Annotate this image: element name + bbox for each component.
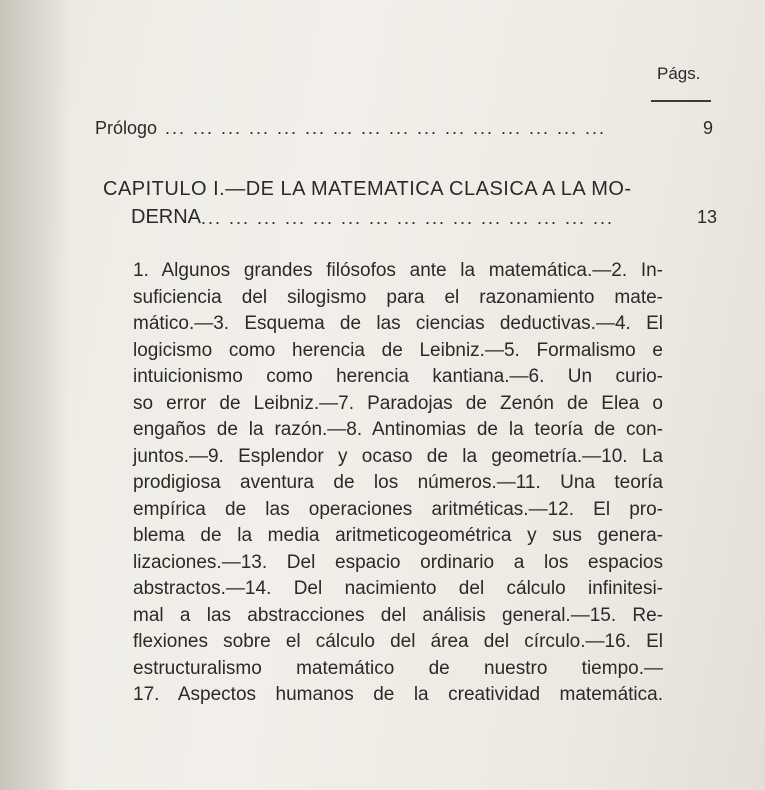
summary-line: estructuralismo matemático de nuestro tiempo.— [133,657,663,679]
summary-line: blema de la media aritmeticogeométrica y sus genera- [133,525,663,546]
summary-line: intuicionismo como herencia kantiana.—6. Un curio- [133,366,663,387]
summary-line: so error de Leibniz.—7. Paradojas de Zenón de Elea o [133,392,663,414]
summary-line: engaños de la razón.—8. Antinomias de la teoría de con- [133,419,663,440]
toc-entry-label: Prólogo [95,118,158,138]
leader-dots: ... ... ... ... ... ... ... ... ... ... ... ... ... ... ... [201,208,615,228]
toc-entry-chapter1 [131,206,721,232]
summary-line: 17. Aspectos humanos de la creatividad matemática. [133,684,663,705]
summary-line: logicismo como herencia de Leibniz.—5. Formalismo e [133,339,663,361]
pages-heading-rule [651,100,711,102]
summary-line: prodigiosa aventura de los números.—11. Una teoría [133,472,663,493]
summary-line: lizaciones.—13. Del espacio ordinario a los espacios [133,551,663,573]
summary-line: suficiencia del silogismo para el razonamiento mate- [133,286,663,308]
chapter-summary [133,258,663,709]
leader-dots: ... ... ... ... ... ... ... ... ... ... ... ... ... ... ... ... [165,118,607,138]
toc-entry-prologue [95,118,720,142]
chapter-title-line1: CAPITULO I.—DE LA MATEMATICA CLASICA A LA MO- [103,178,632,200]
summary-line: 1. Algunos grandes filósofos ante la matemática.—2. In- [133,260,663,281]
summary-line: mal a las abstracciones del análisis general.—15. Re- [133,604,663,626]
summary-line: juntos.—9. Esplendor y ocaso de la geometría.—10. La [133,445,663,467]
summary-line: abstractos.—14. Del nacimiento del cálculo infinitesi- [133,578,663,599]
summary-line: mático.—3. Esquema de las ciencias deductivas.—4. El [133,313,663,334]
chapter-title-line2: DERNA [131,206,202,228]
pages-column-heading: Págs. [657,64,701,83]
summary-line: flexiones sobre el cálculo del área del círculo.—16. El [133,631,663,652]
summary-line: empírica de las operaciones aritméticas.—12. El pro- [133,498,663,520]
toc-entry-page: 13 [697,207,718,227]
toc-entry-page: 9 [703,118,714,138]
